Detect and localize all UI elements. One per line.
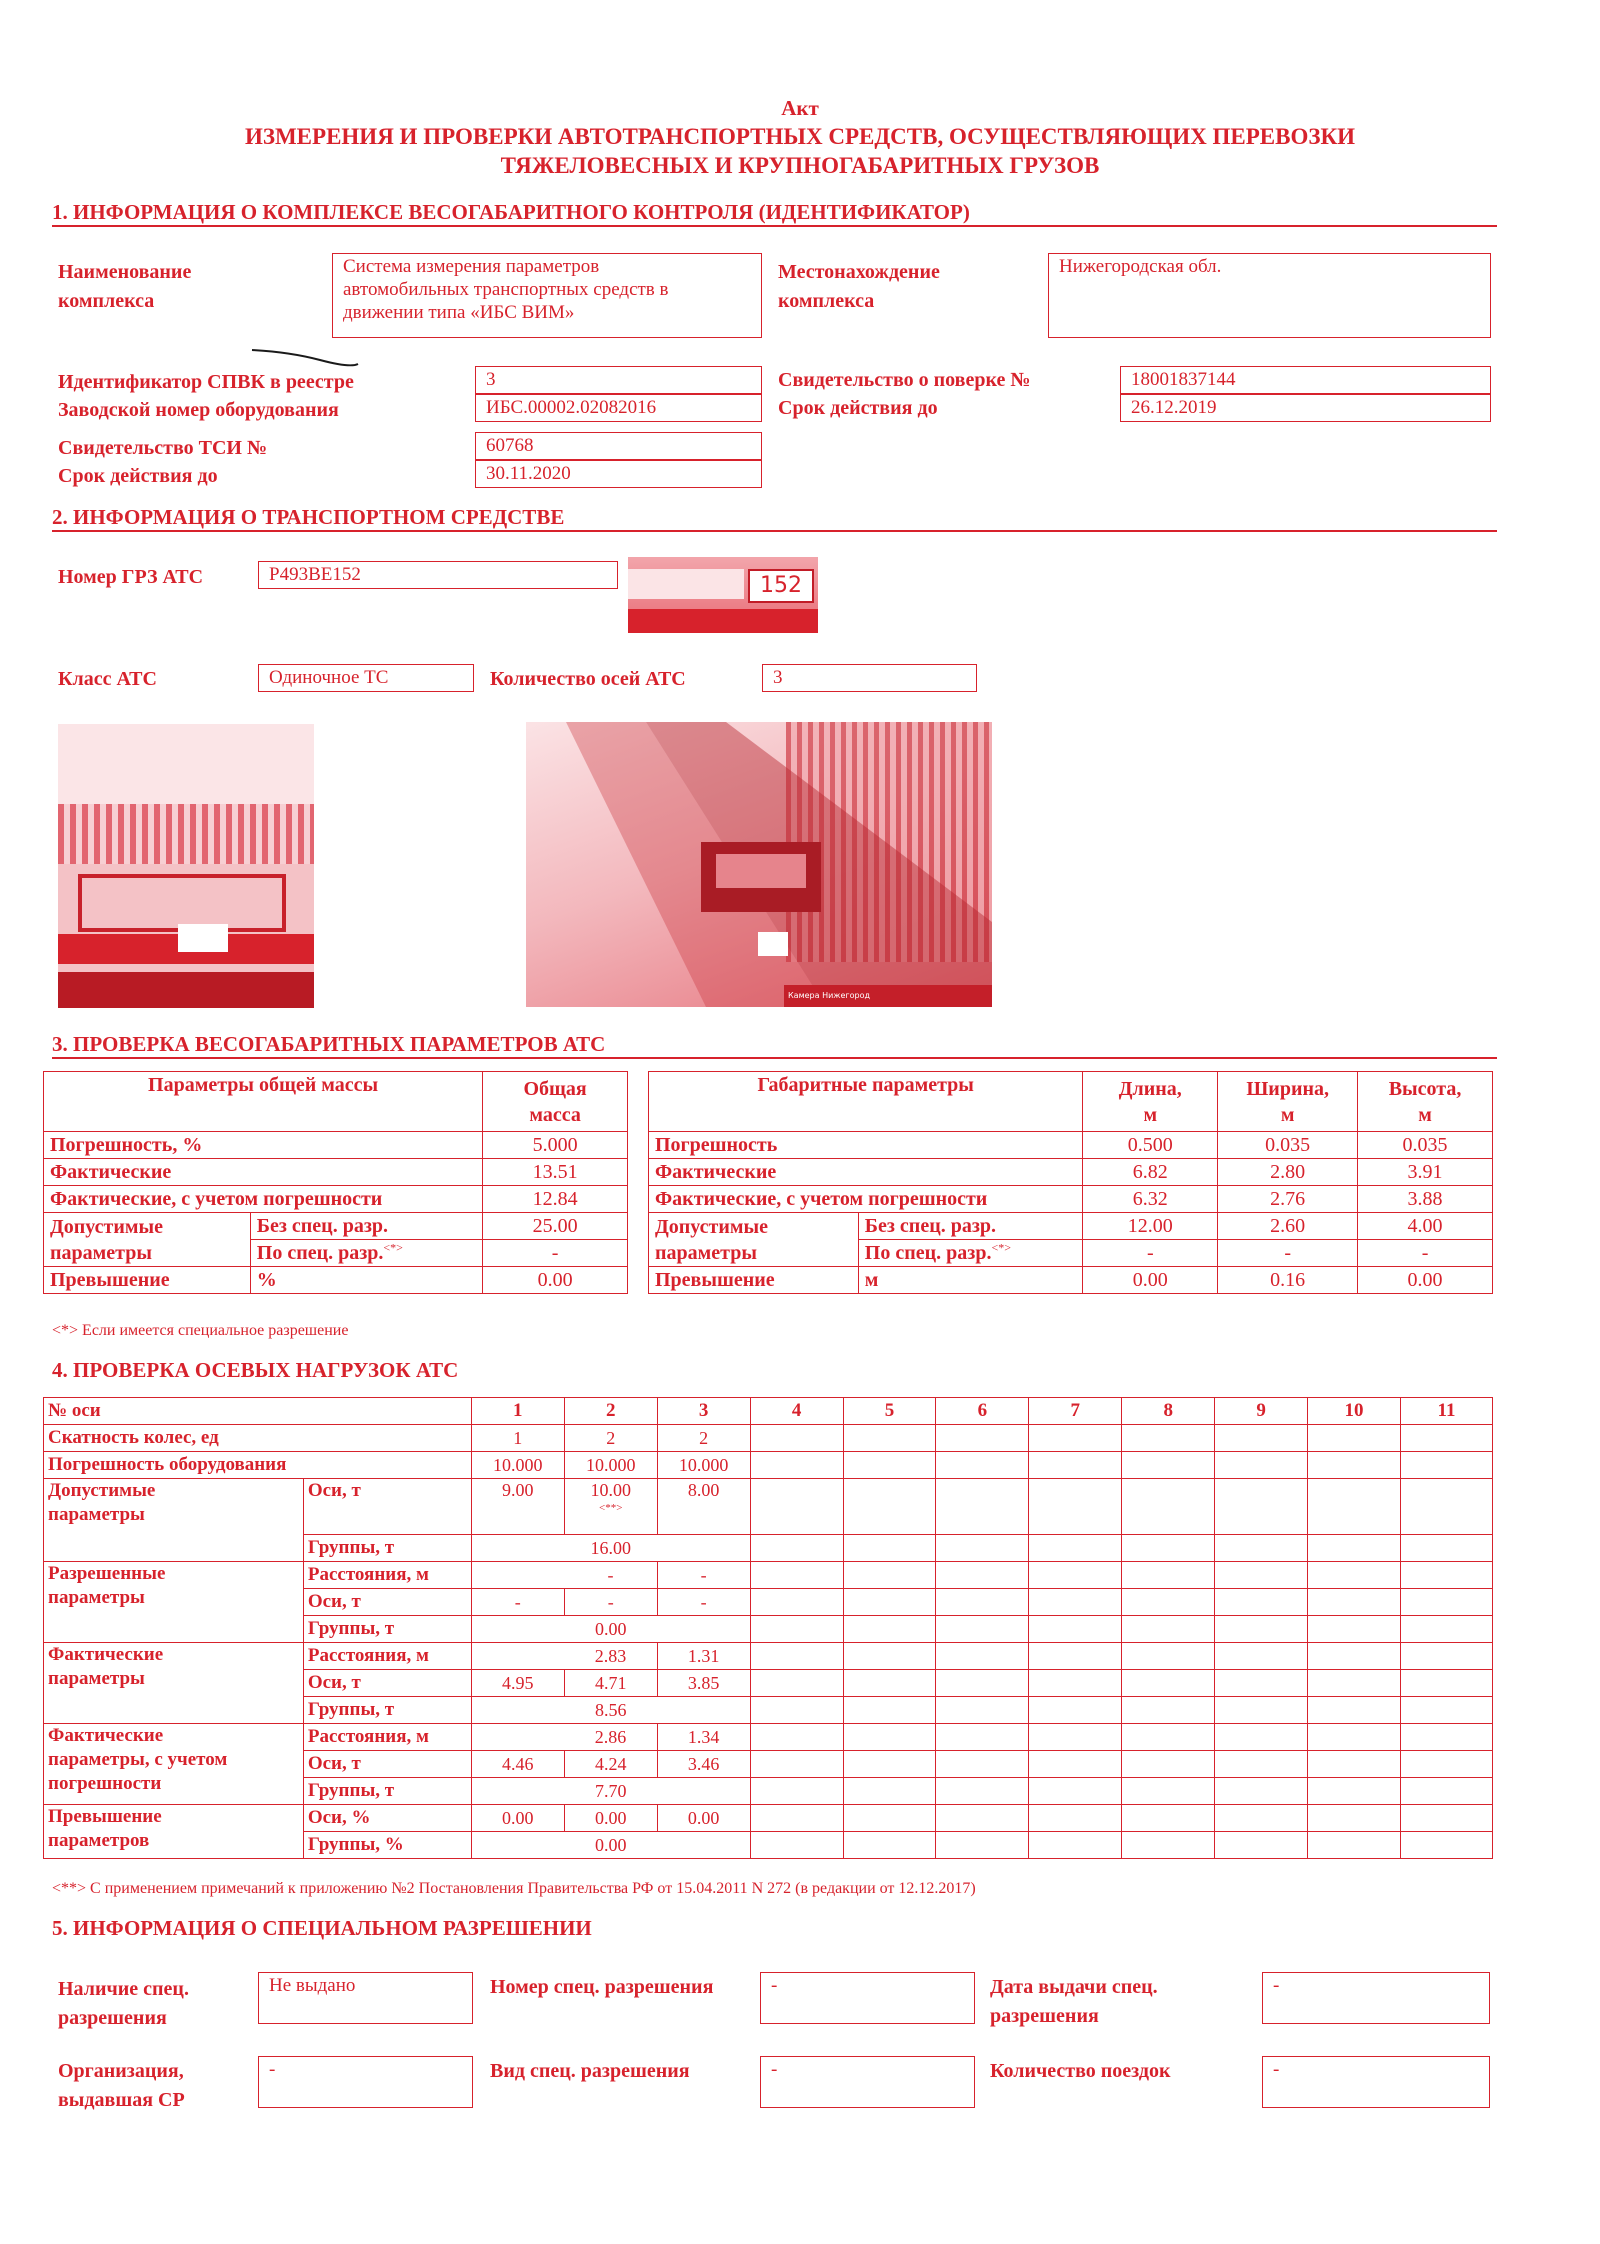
cell: 3.88 — [1358, 1186, 1493, 1213]
cell: 10.000 — [657, 1452, 750, 1479]
section1-title: 1. ИНФОРМАЦИЯ О КОМПЛЕКСЕ ВЕСОГАБАРИТНОГО КОНТРОЛЯ (ИДЕНТИФИКАТОР) — [52, 200, 1497, 227]
section5-title: 5. ИНФОРМАЦИЯ О СПЕЦИАЛЬНОМ РАЗРЕШЕНИИ — [52, 1916, 592, 1940]
tsi-valid-value: 30.11.2020 — [475, 460, 762, 488]
allowed-groups-label: Группы, т — [303, 1535, 471, 1562]
cell: 2 — [564, 1425, 657, 1452]
dims-permit-label: По спец. разр.<*> — [858, 1240, 1083, 1267]
trip-count-value: - — [1262, 2056, 1490, 2108]
mass-header: Параметры общей массы — [44, 1072, 483, 1132]
serial-value: ИБС.00002.02082016 — [475, 394, 762, 422]
verification-value: 18001837144 — [1120, 366, 1491, 394]
cell: 0.00 — [657, 1805, 750, 1832]
cell: 0.00 — [471, 1805, 564, 1832]
serial-label: Заводской номер оборудования — [58, 399, 339, 421]
verification-valid-label: Срок действия до — [778, 397, 938, 419]
complex-name-label: Наименование комплекса — [58, 261, 192, 312]
length-header: Длина, м — [1083, 1072, 1218, 1132]
cell: 9.00 — [471, 1479, 564, 1535]
dims-actual-label: Фактические — [649, 1159, 1083, 1186]
cell: 3.85 — [657, 1670, 750, 1697]
section3-title: 3. ПРОВЕРКА ВЕСОГАБАРИТНЫХ ПАРАМЕТРОВ АТС — [52, 1032, 1497, 1059]
mass-no-permit-label: Без спец. разр. — [250, 1213, 482, 1240]
permit-date-label: Дата выдачи спец. разрешения — [990, 1976, 1158, 2027]
pen-mark — [250, 340, 360, 370]
equipment-error-label: Погрешность оборудования — [44, 1452, 472, 1479]
cell: - — [1083, 1240, 1218, 1267]
cell: 10.00 <**> — [564, 1479, 657, 1535]
cell: 2.80 — [1218, 1159, 1358, 1186]
permit-presence-value: Не выдано — [258, 1972, 473, 2024]
plate-label: Номер ГРЗ АТС — [58, 566, 204, 588]
spvk-id-value: 3 — [475, 366, 762, 394]
dims-error-label: Погрешность — [649, 1132, 1083, 1159]
permit-org-label: Организация, выдавшая СР — [58, 2060, 185, 2111]
cell: 10.000 — [471, 1452, 564, 1479]
vehicle-class-value: Одиночное ТС — [258, 664, 474, 692]
mass-excess-label: Превышение — [44, 1267, 251, 1294]
cell: 1 — [471, 1425, 564, 1452]
cell: - — [1218, 1240, 1358, 1267]
axle-header: 4 — [750, 1398, 843, 1425]
cell: 3.46 — [657, 1751, 750, 1778]
excess-axles-label: Оси, % — [303, 1805, 471, 1832]
section2-title: 2. ИНФОРМАЦИЯ О ТРАНСПОРТНОМ СРЕДСТВЕ — [52, 505, 1497, 532]
dimension-parameters-table — [648, 1071, 1493, 1294]
actual-params-label: Фактические параметры — [44, 1643, 304, 1724]
spvk-id-label: Идентификатор СПВК в реестре — [58, 371, 354, 393]
permit-type-label: Вид спец. разрешения — [490, 2060, 690, 2082]
axle-number-label: № оси — [44, 1398, 472, 1425]
cell: 8.56 — [471, 1697, 750, 1724]
tsi-valid-label: Срок действия до — [58, 465, 218, 487]
cell: 0.00 — [1358, 1267, 1493, 1294]
mass-allowed-label: Допустимые параметры — [44, 1213, 251, 1267]
tsi-value: 60768 — [475, 432, 762, 460]
cell: 4.71 — [564, 1670, 657, 1697]
mass-actual-err-label: Фактические, с учетом погрешности — [44, 1186, 483, 1213]
wheels-label: Скатность колес, ед — [44, 1425, 472, 1452]
trip-count-label: Количество поездок — [990, 2060, 1171, 2082]
allowed-axles-label: Оси, т — [303, 1479, 471, 1535]
permitted-groups-label: Группы, т — [303, 1616, 471, 1643]
cell: 2.76 — [1218, 1186, 1358, 1213]
cell: 2.60 — [1218, 1213, 1358, 1240]
act-label: Акт — [781, 96, 819, 120]
mass-permit-value: - — [483, 1240, 628, 1267]
plate-value: Р493ВЕ152 — [258, 561, 618, 589]
cell: - — [471, 1589, 564, 1616]
cell: 2 — [657, 1425, 750, 1452]
cell: 1.34 — [657, 1724, 750, 1751]
actual-err-params-label: Фактические параметры, с учетом погрешности — [44, 1724, 304, 1805]
mass-actual-label: Фактические — [44, 1159, 483, 1186]
tsi-label: Свидетельство ТСИ № — [58, 437, 268, 459]
permit-presence-label: Наличие спец. разрешения — [58, 1978, 189, 2029]
mass-parameters-table — [43, 1071, 628, 1294]
cell: 4.24 — [564, 1751, 657, 1778]
cell: 2.86 — [564, 1724, 657, 1751]
axle-header: 8 — [1122, 1398, 1215, 1425]
cell: - — [564, 1589, 657, 1616]
plate-region-number: 152 — [748, 569, 814, 603]
permit-type-value: - — [760, 2056, 975, 2108]
document-title-line1: ИЗМЕРЕНИЯ И ПРОВЕРКИ АВТОТРАНСПОРТНЫХ СРЕДСТВ, ОСУЩЕСТВЛЯЮЩИХ ПЕРЕВОЗКИ — [244, 124, 1356, 149]
mass-error-value: 5.000 — [483, 1132, 628, 1159]
cell: 16.00 — [471, 1535, 750, 1562]
cell: 12.00 — [1083, 1213, 1218, 1240]
axle-header: 5 — [843, 1398, 936, 1425]
complex-location-value: Нижегородская обл. — [1048, 253, 1491, 338]
cell: 6.32 — [1083, 1186, 1218, 1213]
allowed-params-label: Допустимые параметры — [44, 1479, 304, 1562]
complex-location-label: Местонахождение комплекса — [778, 261, 940, 312]
permit-number-value: - — [760, 1972, 975, 2024]
cell: 7.70 — [471, 1778, 750, 1805]
actual-err-distance-label: Расстояния, м — [303, 1724, 471, 1751]
height-header: Высота, м — [1358, 1072, 1493, 1132]
axle-header: 10 — [1308, 1398, 1401, 1425]
width-header: Ширина, м — [1218, 1072, 1358, 1132]
mass-no-permit-value: 25.00 — [483, 1213, 628, 1240]
dims-no-permit-label: Без спец. разр. — [858, 1213, 1083, 1240]
section4-footnote: <**> С применением примечаний к приложению №2 Постановления Правительства РФ от 15.04.2011 N 272 (в редакции от 12.12.2017) — [52, 1880, 976, 1897]
axle-loads-table — [43, 1397, 1493, 1859]
document-title-line2: ТЯЖЕЛОВЕСНЫХ И КРУПНОГАБАРИТНЫХ ГРУЗОВ — [500, 153, 1100, 178]
plate-photo — [628, 557, 818, 633]
permitted-params-label: Разрешенные параметры — [44, 1562, 304, 1643]
cell: 0.00 — [471, 1832, 750, 1859]
axle-header: 11 — [1400, 1398, 1492, 1425]
cell: 3.91 — [1358, 1159, 1493, 1186]
vehicle-overview-photo — [526, 722, 992, 1007]
cell: 4.46 — [471, 1751, 564, 1778]
mass-permit-label: По спец. разр.<*> — [250, 1240, 482, 1267]
actual-distance-label: Расстояния, м — [303, 1643, 471, 1670]
cell: 0.00 — [564, 1805, 657, 1832]
cell: 0.035 — [1218, 1132, 1358, 1159]
excess-params-label: Превышение параметров — [44, 1805, 304, 1859]
verification-label: Свидетельство о поверке № — [778, 369, 1031, 391]
dims-actual-err-label: Фактические, с учетом погрешности — [649, 1186, 1083, 1213]
actual-err-groups-label: Группы, т — [303, 1778, 471, 1805]
actual-err-axles-label: Оси, т — [303, 1751, 471, 1778]
axle-header: 6 — [936, 1398, 1029, 1425]
vehicle-class-label: Класс АТС — [58, 668, 157, 690]
cell: 0.16 — [1218, 1267, 1358, 1294]
total-mass-header: Общая масса — [483, 1072, 628, 1132]
axle-header: 9 — [1215, 1398, 1308, 1425]
verification-valid-value: 26.12.2019 — [1120, 394, 1491, 422]
mass-excess-unit: % — [250, 1267, 482, 1294]
axle-count-value: 3 — [762, 664, 977, 692]
cell: - — [1358, 1240, 1493, 1267]
mass-actual-err-value: 12.84 — [483, 1186, 628, 1213]
mass-error-label: Погрешность, % — [44, 1132, 483, 1159]
cell: 10.000 — [564, 1452, 657, 1479]
cell: 6.82 — [1083, 1159, 1218, 1186]
axle-header: 7 — [1029, 1398, 1122, 1425]
cell: 2.83 — [564, 1643, 657, 1670]
cell: - — [657, 1562, 750, 1589]
dims-excess-label: Превышение — [649, 1267, 859, 1294]
cell: 0.035 — [1358, 1132, 1493, 1159]
permitted-distance-label: Расстояния, м — [303, 1562, 471, 1589]
excess-groups-label: Группы, % — [303, 1832, 471, 1859]
overview-caption: Камера Нижегород — [784, 985, 992, 1007]
cell: 4.00 — [1358, 1213, 1493, 1240]
axle-header: 3 — [657, 1398, 750, 1425]
cell: 0.500 — [1083, 1132, 1218, 1159]
section3-footnote: <*> Если имеется специальное разрешение — [52, 1322, 349, 1339]
complex-name-value: Система измерения параметров автомобильных транспортных средств в движении типа «ИБС ВИМ» — [332, 253, 762, 338]
actual-groups-label: Группы, т — [303, 1697, 471, 1724]
permit-org-value: - — [258, 2056, 473, 2108]
axle-header: 2 — [564, 1398, 657, 1425]
axle-count-label: Количество осей АТС — [490, 668, 686, 690]
cell: 0.00 — [1083, 1267, 1218, 1294]
mass-actual-value: 13.51 — [483, 1159, 628, 1186]
cell: 8.00 — [657, 1479, 750, 1535]
cell: 4.95 — [471, 1670, 564, 1697]
cell: - — [657, 1589, 750, 1616]
cell: - — [564, 1562, 657, 1589]
actual-axles-label: Оси, т — [303, 1670, 471, 1697]
dims-excess-unit: м — [858, 1267, 1083, 1294]
mass-excess-value: 0.00 — [483, 1267, 628, 1294]
dims-allowed-label: Допустимые параметры — [649, 1213, 859, 1267]
cell: 0.00 — [471, 1616, 750, 1643]
cell: 1.31 — [657, 1643, 750, 1670]
section4-title: 4. ПРОВЕРКА ОСЕВЫХ НАГРУЗОК АТС — [52, 1358, 459, 1382]
dims-header: Габаритные параметры — [649, 1072, 1083, 1132]
axle-header: 1 — [471, 1398, 564, 1425]
vehicle-front-photo — [58, 724, 314, 1008]
permit-date-value: - — [1262, 1972, 1490, 2024]
permit-number-label: Номер спец. разрешения — [490, 1976, 714, 1998]
permitted-axles-label: Оси, т — [303, 1589, 471, 1616]
